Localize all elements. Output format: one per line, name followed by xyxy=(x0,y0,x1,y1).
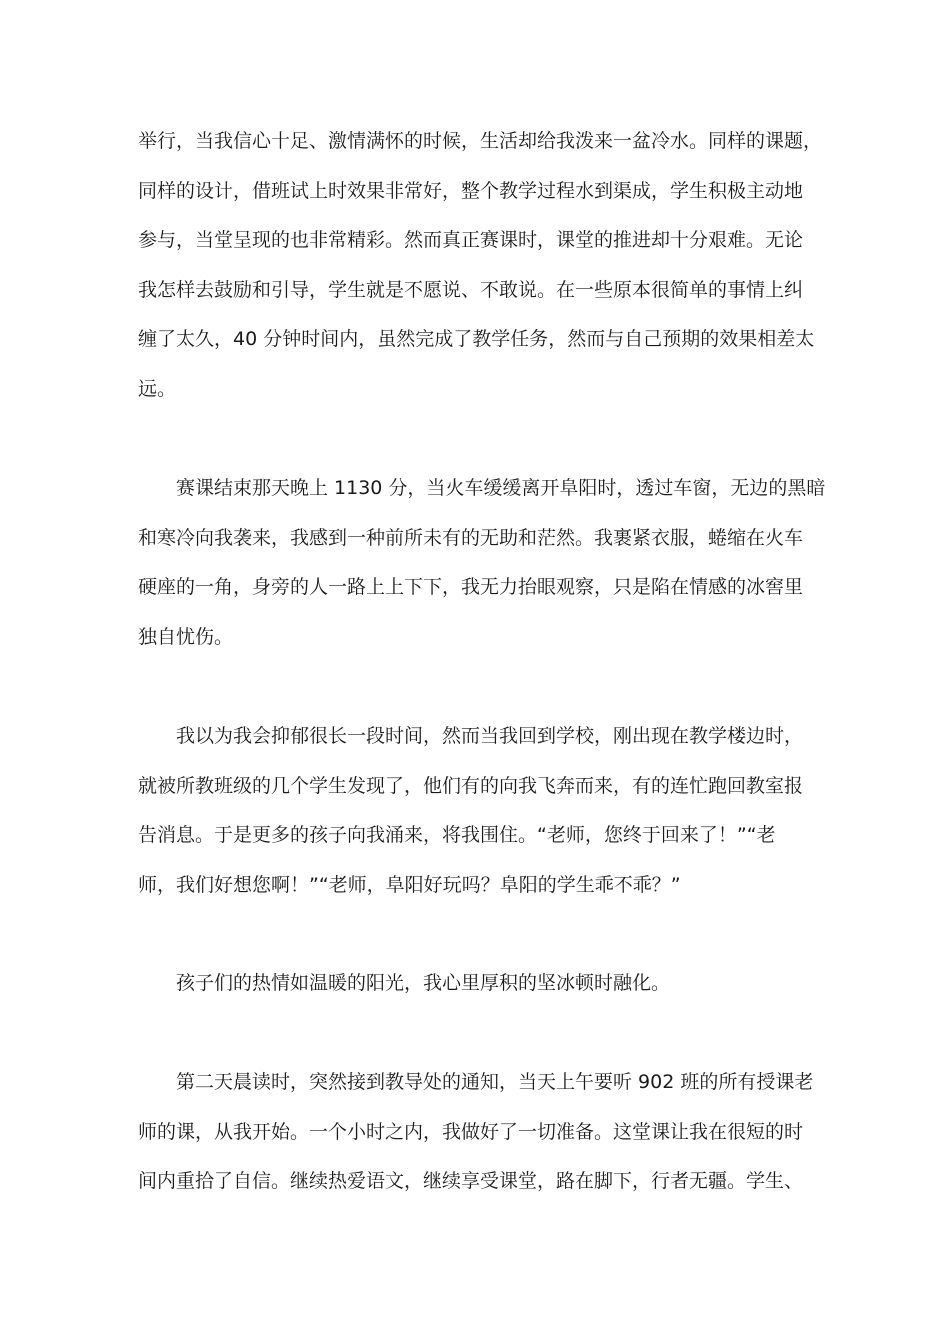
text-line: 同样的设计，借班试上时效果非常好，整个教学过程水到渠成，学生积极主动地 xyxy=(138,179,804,202)
text-line: 赛课结束那天晚上 1130 分，当火车缓缓离开阜阳时，透过车窗，无边的黑暗 xyxy=(138,477,826,499)
text-line: 就被所教班级的几个学生发现了，他们有的向我飞奔而来，有的连忙跑回教室报 xyxy=(138,774,804,797)
paragraph-5 xyxy=(138,1058,813,1207)
text-line: 独自忧伤。 xyxy=(138,625,234,648)
text-line: 缠了太久，40 分钟时间内，虽然完成了教学任务，然而与自己预期的效果相差太 xyxy=(138,328,815,350)
paragraph-2 xyxy=(138,464,825,662)
text-line: 我以为我会抑郁很长一段时间，然而当我回到学校，刚出现在教学楼边时， xyxy=(138,725,804,747)
text-line: 硬座的一角，身旁的人一路上上下下，我无力抬眼观察，只是陷在情感的冰窖里 xyxy=(138,576,804,598)
paragraph-4 xyxy=(138,959,670,1009)
text-line: 孩子们的热情如温暖的阳光，我心里厚积的坚冰顿时融化。 xyxy=(138,972,671,994)
text-line: 告消息。于是更多的孩子向我涌来，将我围住。“老师，您终于回来了！”“老 xyxy=(138,824,776,846)
text-line: 举行，当我信心十足、激情满怀的时候，生活却给我泼来一盆冷水。同样的课题， xyxy=(138,130,823,152)
text-line: 远。 xyxy=(138,377,177,400)
text-line: 第二天晨读时，突然接到教导处的通知，当天上午要听 902 班的所有授课老 xyxy=(138,1071,814,1093)
paragraph-3 xyxy=(138,712,803,910)
text-line: 参与，当堂呈现的也非常精彩。然而真正赛课时，课堂的推进却十分艰难。无论 xyxy=(138,229,804,251)
text-line: 师的课，从我开始。一个小时之内，我做好了一切准备。这堂课让我在很短的时 xyxy=(138,1120,804,1143)
text-line: 我怎样去鼓励和引导，学生就是不愿说、不敢说。在一些原本很简单的事情上纠 xyxy=(138,278,804,301)
paragraph-1 xyxy=(138,117,822,414)
text-line: 间内重拾了自信。继续热爱语文，继续享受课堂，路在脚下，行者无疆。学生、 xyxy=(138,1170,804,1192)
text-line: 和寒冷向我袭来，我感到一种前所未有的无助和茫然。我裹紧衣服，蜷缩在火车 xyxy=(138,526,804,549)
text-line: 师，我们好想您啊！”“老师，阜阳好玩吗？阜阳的学生乖不乖？” xyxy=(138,873,681,896)
